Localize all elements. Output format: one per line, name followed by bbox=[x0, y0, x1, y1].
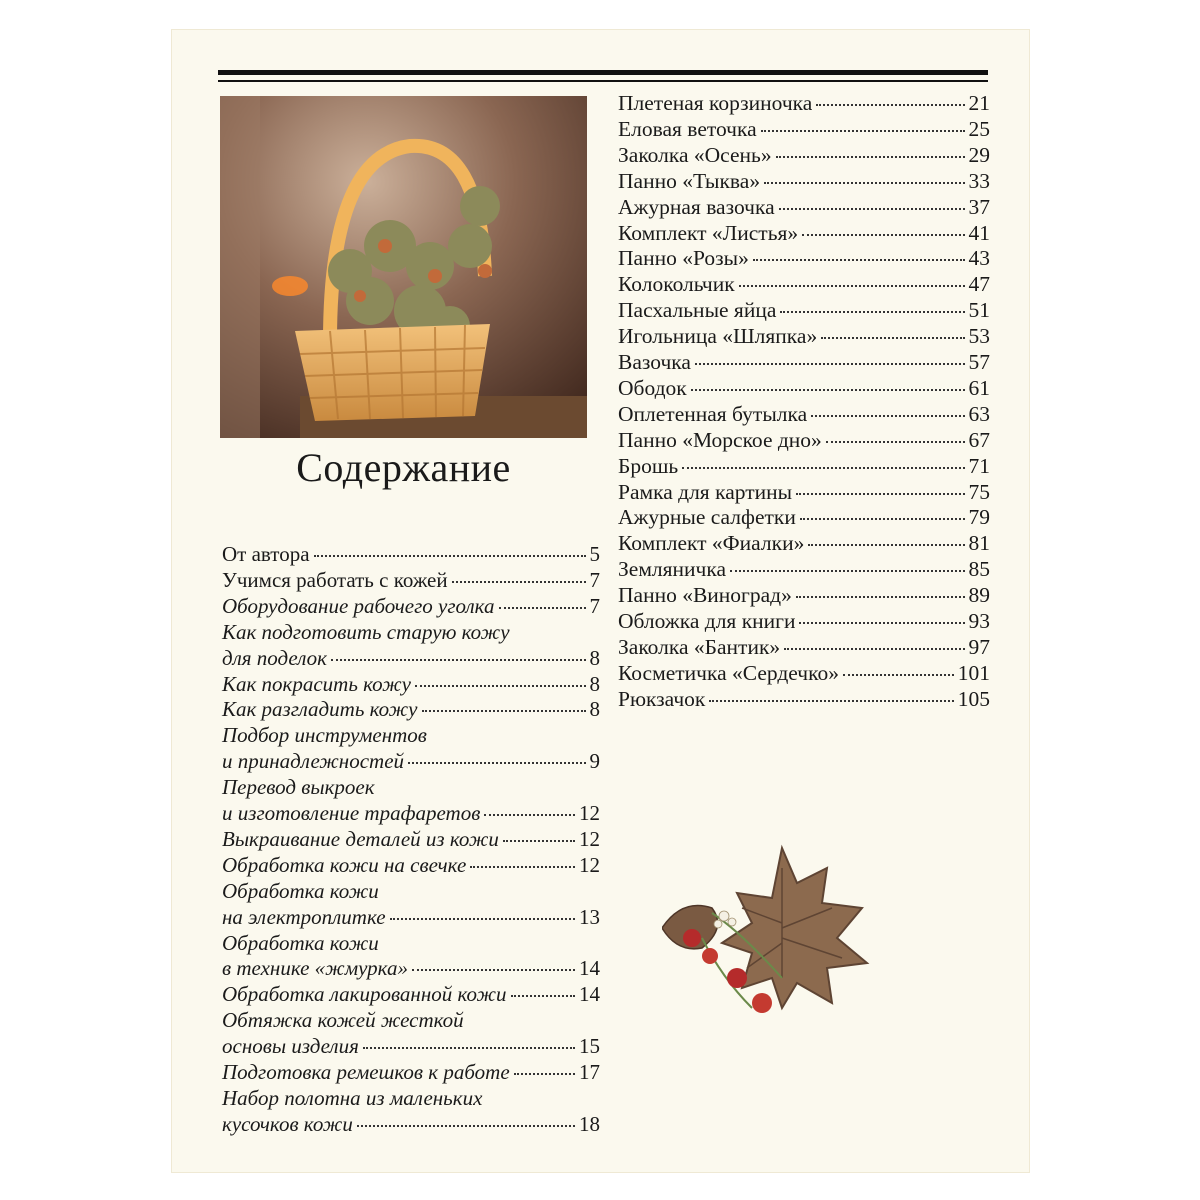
toc-entry bbox=[222, 542, 600, 567]
toc-entry bbox=[222, 1034, 600, 1059]
toc-entry-label: Обложка для книги bbox=[618, 609, 796, 633]
toc-entry-label: кусочков кожи bbox=[222, 1111, 353, 1136]
toc-leader-dots bbox=[390, 918, 575, 920]
toc-entry-label: Оборудование рабочего уголка bbox=[222, 593, 495, 618]
toc-page-number: 61 bbox=[968, 375, 990, 400]
toc-entry bbox=[222, 1112, 600, 1137]
toc-page-number: 12 bbox=[579, 852, 600, 877]
toc-entry-label: Как разгладить кожу bbox=[222, 697, 418, 722]
toc-entry bbox=[222, 749, 600, 774]
toc-page-number: 53 bbox=[968, 324, 990, 349]
basket-photo bbox=[220, 96, 587, 438]
toc-leader-dots bbox=[503, 840, 575, 842]
toc-leader-dots bbox=[761, 130, 965, 132]
toc-entry-text: Как подготовить старую кожу bbox=[222, 619, 510, 644]
toc-entry-label: Комплект «Фиалки» bbox=[618, 531, 805, 556]
toc-entry bbox=[618, 376, 990, 401]
toc-entry-label: и изготовление трафаретов bbox=[222, 801, 481, 825]
toc-entry-label: Заколка «Бантик» bbox=[618, 634, 781, 659]
toc-page-number: 101 bbox=[957, 660, 990, 685]
toc-page-number: 33 bbox=[968, 168, 990, 193]
toc-leader-dots bbox=[357, 1125, 575, 1127]
toc-leader-dots bbox=[408, 762, 585, 764]
toc-leader-dots bbox=[779, 208, 965, 210]
toc-page-number: 17 bbox=[579, 1060, 600, 1084]
toc-entry bbox=[618, 609, 990, 634]
toc-leader-dots bbox=[331, 659, 586, 661]
toc-entry-label: Панно «Розы» bbox=[618, 246, 749, 271]
toc-page-number: 41 bbox=[968, 220, 990, 245]
toc-entry bbox=[618, 143, 990, 168]
toc-leader-dots bbox=[511, 995, 575, 997]
toc-page-number: 29 bbox=[968, 142, 990, 167]
toc-entry bbox=[222, 956, 600, 981]
toc-leader-dots bbox=[363, 1047, 575, 1049]
toc-page-number: 14 bbox=[579, 956, 600, 981]
toc-entry bbox=[618, 298, 990, 323]
toc-page-number: 8 bbox=[589, 671, 600, 696]
toc-page-number: 85 bbox=[968, 557, 990, 582]
toc-entry-text: Обтяжка кожей жесткой bbox=[222, 1008, 464, 1033]
toc-entry bbox=[618, 583, 990, 608]
toc-page-number: 97 bbox=[968, 634, 990, 659]
toc-leader-dots bbox=[776, 156, 965, 158]
toc-leader-dots bbox=[484, 814, 575, 816]
toc-page-number: 93 bbox=[968, 609, 990, 633]
toc-entry bbox=[618, 169, 990, 194]
toc-page-number: 8 bbox=[589, 697, 600, 722]
toc-entry bbox=[222, 697, 600, 722]
toc-entry bbox=[222, 646, 600, 671]
toc-entry-label: Косметичка «Сердечко» bbox=[618, 660, 839, 685]
toc-entry bbox=[618, 272, 990, 297]
toc-page-number: 15 bbox=[579, 1034, 600, 1059]
toc-entry-label: на электроплитке bbox=[222, 904, 386, 929]
toc-page-number: 7 bbox=[589, 567, 600, 592]
toc-leader-dots bbox=[784, 648, 964, 650]
toc-entry bbox=[618, 91, 990, 116]
toc-entry-label: Обработка лакированной кожи bbox=[222, 982, 507, 1007]
toc-entry bbox=[222, 594, 600, 619]
toc-page-number: 67 bbox=[968, 427, 990, 452]
toc-entry-label: Выкраивание деталей из кожи bbox=[222, 826, 499, 851]
toc-leader-dots bbox=[470, 866, 575, 868]
toc-page-number: 57 bbox=[968, 350, 990, 374]
page-title: Содержание bbox=[296, 445, 511, 490]
toc-entry bbox=[618, 531, 990, 556]
toc-entry bbox=[222, 827, 600, 852]
toc-entry bbox=[618, 505, 990, 530]
toc-page-number: 51 bbox=[968, 298, 990, 323]
toc-entry bbox=[618, 480, 990, 505]
toc-entry-label: Обработка кожи на свечке bbox=[222, 852, 467, 877]
toc-leader-dots bbox=[821, 337, 964, 339]
toc-page-number: 71 bbox=[968, 453, 990, 478]
toc-leader-dots bbox=[816, 104, 964, 106]
toc-leader-dots bbox=[802, 234, 964, 236]
toc-page-number: 105 bbox=[957, 686, 990, 711]
toc-entry bbox=[618, 117, 990, 142]
toc-entry-label: Рюкзачок bbox=[618, 686, 706, 711]
book-page bbox=[172, 30, 1029, 1172]
toc-entry bbox=[222, 801, 600, 826]
toc-page-number: 21 bbox=[968, 91, 990, 115]
toc-leader-dots bbox=[796, 596, 965, 598]
toc-page-number: 89 bbox=[968, 583, 990, 608]
toc-entry-label: Панно «Виноград» bbox=[618, 583, 792, 608]
toc-leader-dots bbox=[811, 415, 964, 417]
toc-leader-dots bbox=[514, 1073, 575, 1075]
toc-leader-dots bbox=[799, 622, 964, 624]
toc-leader-dots bbox=[691, 389, 965, 391]
toc-entry bbox=[618, 402, 990, 427]
toc-entry-label: Вазочка bbox=[618, 350, 691, 374]
toc-leader-dots bbox=[415, 685, 586, 687]
toc-entry bbox=[618, 635, 990, 660]
toc-entry-label: Подготовка ремешков к работе bbox=[222, 1060, 510, 1084]
toc-page-number: 12 bbox=[579, 801, 600, 825]
toc-entry bbox=[618, 221, 990, 246]
header-rule-thick bbox=[218, 70, 988, 75]
toc-page-number: 8 bbox=[589, 645, 600, 670]
toc-entry bbox=[222, 568, 600, 593]
toc-leader-dots bbox=[780, 311, 964, 313]
toc-leader-dots bbox=[826, 441, 965, 443]
toc-leader-dots bbox=[709, 700, 953, 702]
toc-leader-dots bbox=[808, 544, 964, 546]
toc-page-number: 81 bbox=[968, 531, 990, 556]
toc-entry-label: Ободок bbox=[618, 375, 687, 400]
toc-leader-dots bbox=[682, 467, 964, 469]
toc-leader-dots bbox=[412, 969, 575, 971]
toc-entry-label: Оплетенная бутылка bbox=[618, 401, 808, 426]
toc-entry-label: Ажурные салфетки bbox=[618, 505, 796, 530]
toc-entry-label: Рамка для картины bbox=[618, 479, 793, 504]
toc-entry bbox=[618, 246, 990, 271]
toc-entry bbox=[618, 195, 990, 220]
toc-entry-text: Обработка кожи bbox=[222, 930, 379, 955]
basket-photo-art bbox=[220, 96, 587, 438]
toc-entry-label: Колокольчик bbox=[618, 272, 735, 297]
toc-page-number: 63 bbox=[968, 401, 990, 426]
toc-page-number: 47 bbox=[968, 272, 990, 297]
toc-page-number: 14 bbox=[579, 982, 600, 1007]
toc-entry-text: Набор полотна из маленьких bbox=[222, 1085, 483, 1110]
toc-entry-label: Панно «Тыква» bbox=[618, 168, 761, 193]
toc-page-number: 37 bbox=[968, 194, 990, 219]
toc-entry-label: Земляничка bbox=[618, 557, 727, 582]
toc-entry bbox=[618, 661, 990, 686]
toc-leader-dots bbox=[314, 555, 586, 557]
toc-entry bbox=[618, 557, 990, 582]
toc-leader-dots bbox=[739, 285, 965, 287]
toc-entry-label: Ажурная вазочка bbox=[618, 194, 775, 219]
toc-leader-dots bbox=[764, 182, 964, 184]
toc-page-number: 75 bbox=[968, 479, 990, 504]
strawberry-leaf-illustration bbox=[662, 838, 892, 1038]
toc-entry-label: и принадлежностей bbox=[222, 749, 405, 774]
toc-entry bbox=[618, 687, 990, 712]
toc-entry bbox=[222, 672, 600, 697]
toc-entry-label: Учимся работать с кожей bbox=[222, 567, 448, 592]
toc-entry-label: Заколка «Осень» bbox=[618, 142, 772, 167]
toc-page-number: 13 bbox=[579, 904, 600, 929]
toc-entry bbox=[618, 350, 990, 375]
toc-entry bbox=[618, 428, 990, 453]
toc-leader-dots bbox=[422, 710, 586, 712]
toc-entry-label: Комплект «Листья» bbox=[618, 220, 799, 245]
toc-leader-dots bbox=[796, 493, 964, 495]
toc-entry-label: Брошь bbox=[618, 453, 679, 478]
toc-entry-label: основы изделия bbox=[222, 1034, 359, 1059]
toc-page-number: 12 bbox=[579, 826, 600, 851]
toc-leader-dots bbox=[499, 607, 586, 609]
toc-leader-dots bbox=[730, 570, 964, 572]
toc-entry-label: Плетеная корзиночка bbox=[618, 91, 813, 115]
toc-leader-dots bbox=[800, 518, 965, 520]
toc-entry bbox=[618, 324, 990, 349]
toc-entry-label: для поделок bbox=[222, 645, 327, 670]
toc-entry bbox=[222, 905, 600, 930]
toc-entry-label: в технике «жмурка» bbox=[222, 956, 408, 981]
toc-entry-label: Еловая веточка bbox=[618, 116, 757, 141]
toc-entry-label: Пасхальные яйца bbox=[618, 298, 777, 323]
toc-leader-dots bbox=[695, 363, 965, 365]
toc-leader-dots bbox=[452, 581, 586, 583]
toc-page-number: 18 bbox=[579, 1111, 600, 1136]
toc-entry-text: Перевод выкроек bbox=[222, 775, 375, 800]
toc-entry bbox=[222, 853, 600, 878]
toc-page-number: 7 bbox=[589, 593, 600, 618]
toc-entry-label: Игольница «Шляпка» bbox=[618, 324, 818, 349]
toc-page-number: 79 bbox=[968, 505, 990, 530]
toc-entry-label: От автора bbox=[222, 542, 310, 566]
toc-leader-dots bbox=[843, 674, 954, 676]
toc-entry-text: Обработка кожи bbox=[222, 878, 379, 903]
header-rule-thin bbox=[218, 80, 988, 82]
toc-entry-text: Подбор инструментов bbox=[222, 723, 427, 748]
toc-leader-dots bbox=[753, 259, 965, 261]
toc-entry bbox=[222, 982, 600, 1007]
toc-entry-label: Панно «Морское дно» bbox=[618, 427, 822, 452]
toc-entry bbox=[618, 454, 990, 479]
toc-page-number: 9 bbox=[589, 749, 600, 774]
toc-entry-label: Как покрасить кожу bbox=[222, 671, 411, 696]
toc-entry bbox=[222, 1060, 600, 1085]
toc-page-number: 43 bbox=[968, 246, 990, 271]
toc-page-number: 25 bbox=[968, 116, 990, 141]
toc-page-number: 5 bbox=[589, 542, 600, 566]
